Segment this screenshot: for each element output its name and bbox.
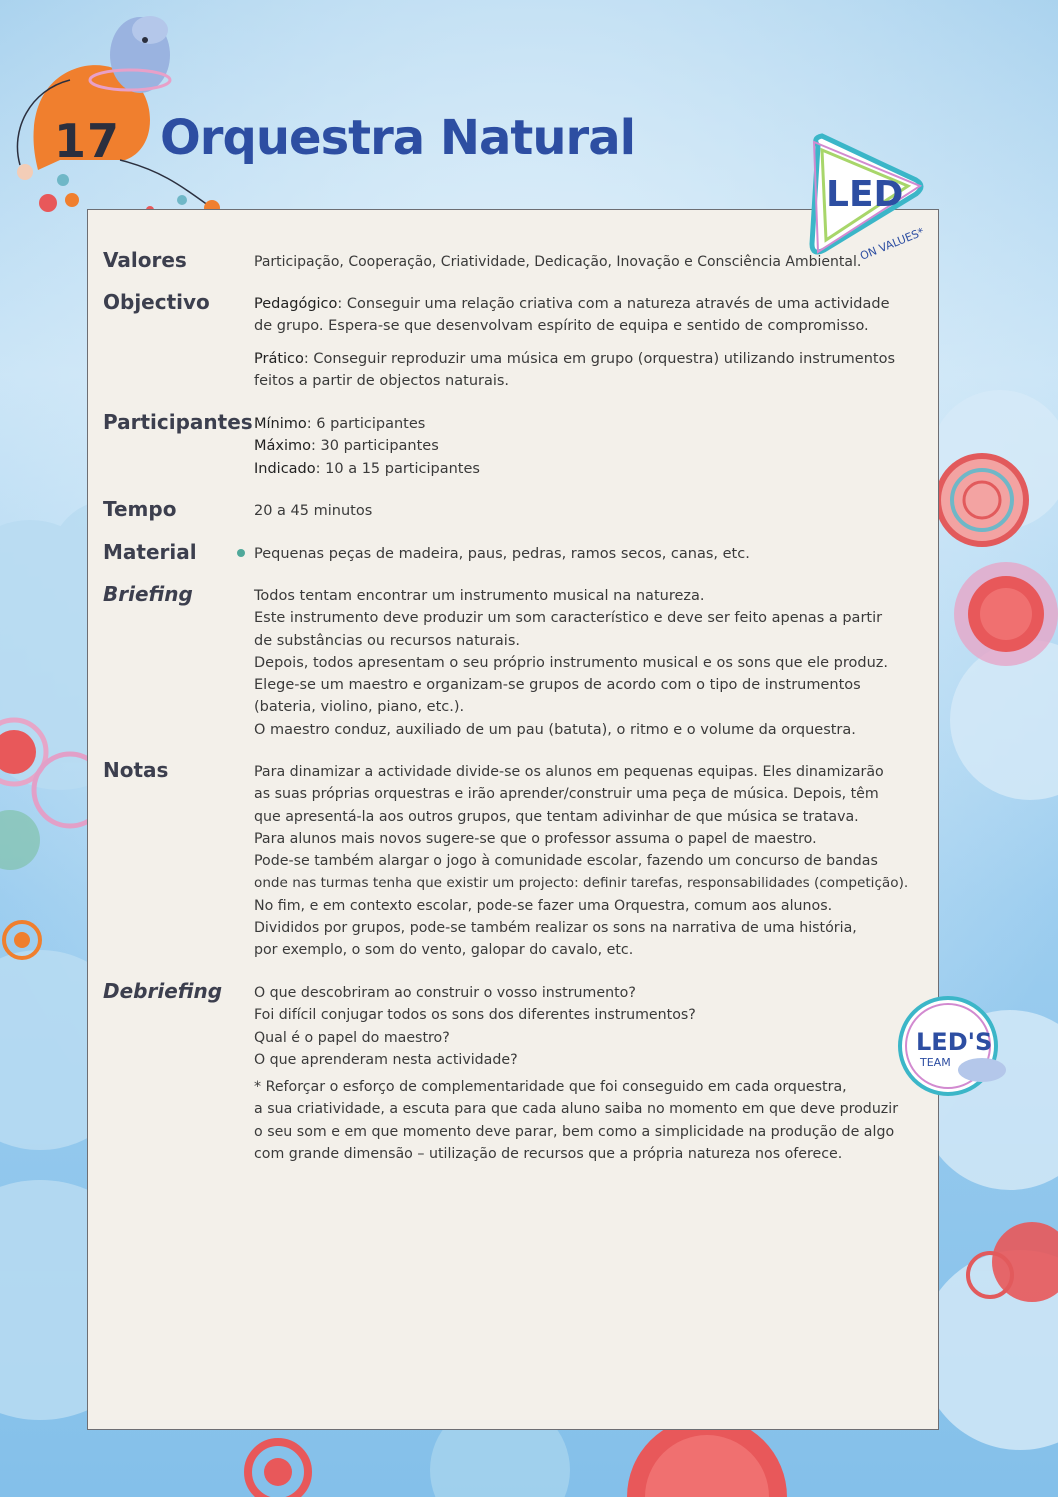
question-line: O que descobriram ao construir o vosso instrumento? [254, 985, 636, 1001]
note-line: * Reforçar o esforço de complementaridade que foi conseguido em cada orquestra, [254, 1079, 847, 1096]
minimo-label: Mínimo [254, 416, 307, 432]
section-label: Debriefing [103, 979, 223, 1003]
section-label: Tempo [103, 497, 177, 521]
page-title: Orquestra Natural [160, 110, 636, 166]
leds-team-logo [896, 996, 1016, 1110]
section-text: Pequenas peças de madeira, paus, pedras, ramos secos, canas, etc. [254, 546, 750, 562]
team-logo-text: LED'S [916, 1028, 993, 1056]
note-line: com grande dimensão – utilização de recursos que a própria natureza nos oferece. [254, 1146, 843, 1163]
section-label: Objectivo [103, 290, 210, 314]
text-line: feitos a partir de objectos naturais. [254, 372, 510, 389]
text-line: Para alunos mais novos sugere-se que o professor assuma o papel de maestro. [254, 830, 817, 847]
question-line: O que aprenderam nesta actividade? [254, 1051, 518, 1068]
section-text [254, 293, 894, 392]
section-label: Valores [103, 248, 187, 272]
text-line: Todos tentam encontrar um instrumento musical na natureza. [254, 588, 705, 604]
note-line: a sua criatividade, a escuta para que cada aluno saiba no momento em que deve produzir [254, 1101, 899, 1118]
text-line: O maestro conduz, auxiliado de um pau (batuta), o ritmo e o volume da orquestra. [254, 721, 856, 738]
section-text [254, 585, 894, 741]
text-line: Este instrumento deve produzir um som característico e deve ser feito apenas a partir [254, 610, 883, 627]
pedagogico-label: Pedagógico [254, 296, 338, 312]
text-line: as suas próprias orquestras e irão aprender/construir uma peça de música. Depois, têm [254, 786, 879, 803]
text-line: No fim, e em contexto escolar, pode-se fazer uma Orquestra, comum aos alunos. [254, 897, 833, 914]
team-logo-subtext: TEAM [920, 1056, 951, 1069]
text-line: : Conseguir uma relação criativa com a natureza através de uma actividade [337, 296, 890, 312]
section-text [254, 413, 894, 480]
dolphin-icon [958, 1058, 1006, 1082]
section-text: 20 a 45 minutos [254, 503, 373, 519]
text-line: que apresentá-la aos outros grupos, que tentam adivinhar de que música se tratava. [254, 808, 859, 825]
section-text [254, 982, 899, 1165]
bullet-icon [237, 549, 245, 557]
text-line: (bateria, violino, piano, etc.). [254, 699, 465, 716]
note-line: o seu som e em que momento deve parar, bem como a simplicidade na produção de algo [254, 1123, 895, 1140]
section-label: Briefing [103, 582, 193, 606]
maximo-value: : 30 participantes [311, 438, 439, 455]
section-label: Notas [103, 758, 169, 782]
text-line: onde nas turmas tenha que existir um projecto: definir tarefas, responsabilidades (competição). [254, 875, 909, 892]
led-logo-text: LED [826, 174, 904, 215]
text-line: de substâncias ou recursos naturais. [254, 632, 520, 649]
indicado-label: Indicado [254, 460, 316, 477]
minimo-value: : 6 participantes [306, 416, 426, 432]
section-text: Participação, Cooperação, Criatividade, Dedicação, Inovação e Consciência Ambiental. [254, 254, 862, 270]
section-label: Participantes [103, 410, 253, 434]
section-text [254, 761, 909, 962]
text-line: Divididos por grupos, pode-se também realizar os sons na narrativa de uma história, [254, 920, 857, 937]
pratico-label: Prático [254, 350, 304, 367]
section-label: Material [103, 540, 197, 564]
text-line: Para dinamizar a actividade divide-se os alunos em pequenas equipas. Eles dinamizarão [254, 764, 884, 780]
text-line: : Conseguir reproduzir uma música em grupo (orquestra) utilizando instrumentos [303, 350, 896, 367]
question-line: Qual é o papel do maestro? [254, 1029, 450, 1046]
led-logo-subtext: ON VALUES* [858, 225, 926, 263]
text-line: Elege-se um maestro e organizam-se grupos de acordo com o tipo de instrumentos [254, 677, 861, 694]
text-line: Depois, todos apresentam o seu próprio instrumento musical e os sons que ele produz. [254, 654, 889, 671]
maximo-label: Máximo [254, 438, 312, 455]
text-line: de grupo. Espera-se que desenvolvam espírito de equipa e sentido de compromisso. [254, 318, 869, 335]
text-line: por exemplo, o som do vento, galopar do cavalo, etc. [254, 942, 634, 959]
text-line: Pode-se também alargar o jogo à comunidade escolar, fazendo um concurso de bandas [254, 853, 878, 870]
question-line: Foi difícil conjugar todos os sons dos diferentes instrumentos? [254, 1007, 696, 1024]
page-number: 17 [54, 114, 121, 168]
indicado-value: : 10 a 15 participantes [315, 460, 480, 477]
